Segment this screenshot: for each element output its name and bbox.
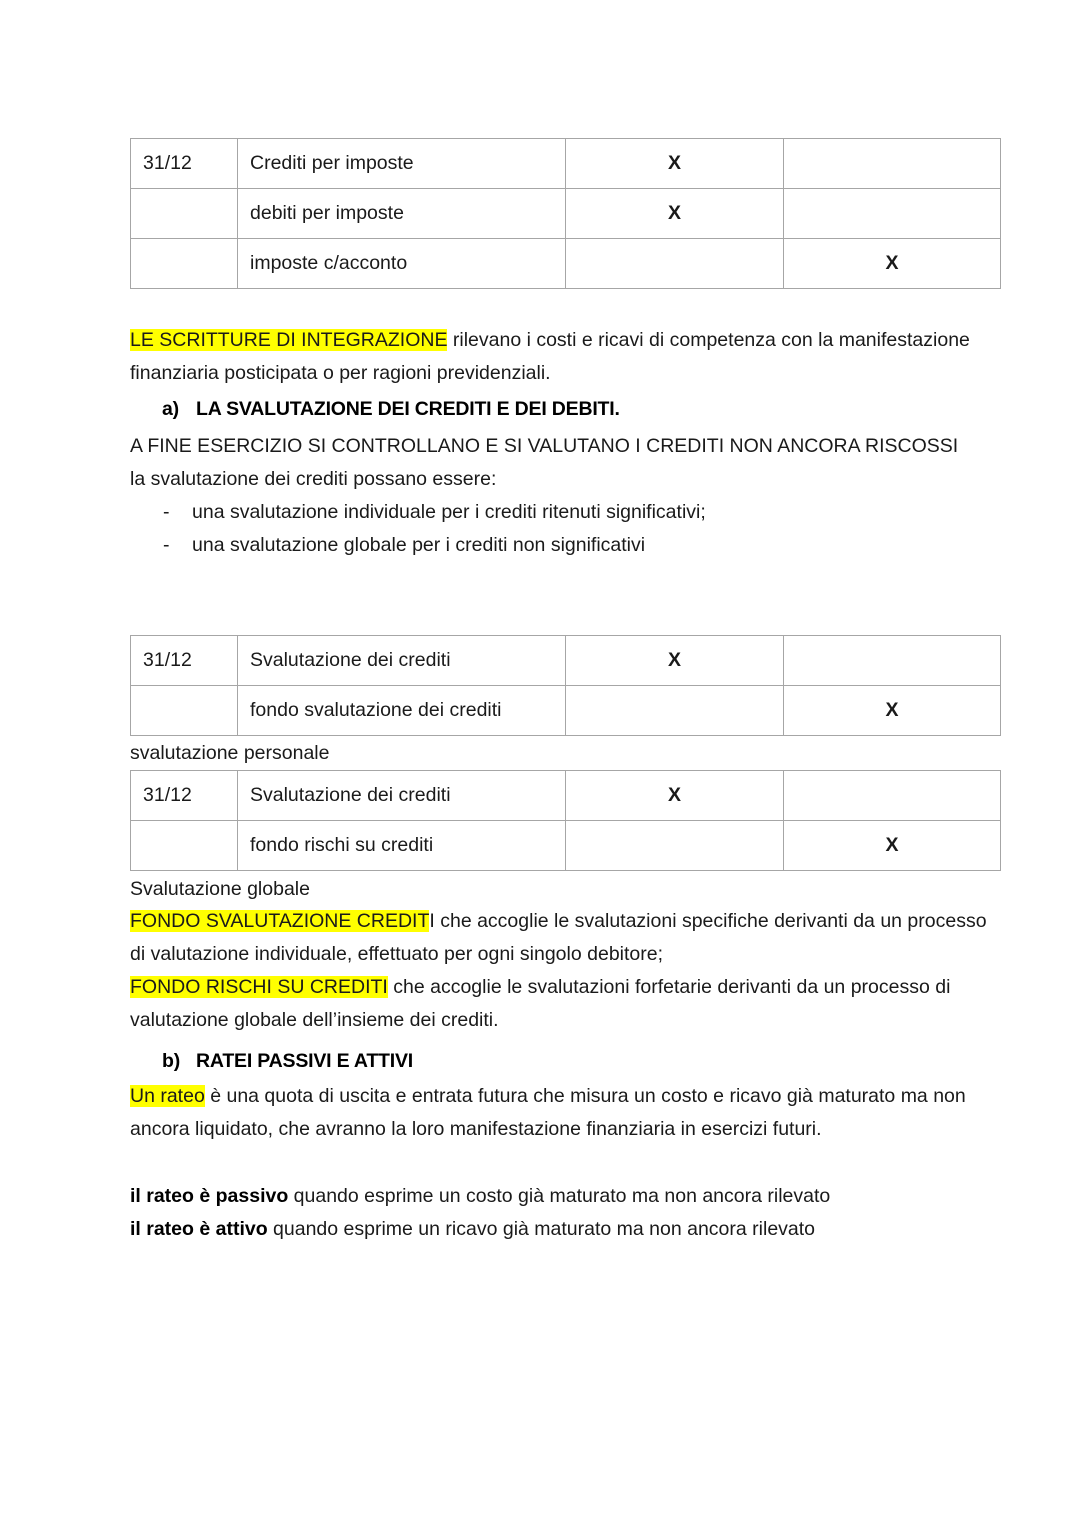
paragraph-integrazione-rest: rilevano i costi e ricavi di competenza con la manifestazione finanziaria posticipata o per ragioni previdenziali. [130, 329, 970, 384]
rateo-attivo-label: il rateo è attivo [130, 1218, 268, 1240]
cell-description: fondo svalutazione dei crediti [238, 686, 566, 736]
table-row [131, 239, 1001, 289]
cell-description: Crediti per imposte [238, 139, 566, 189]
paragraph-fondo-svalutazione-rest: che accoglie le svalutazioni specifiche derivanti da un processo di valutazione individuale, effettuato per ogni singolo debitore; [130, 910, 987, 965]
cell-description: debiti per imposte [238, 189, 566, 239]
paragraph-group-fondi [130, 905, 1000, 1037]
caption-svalutazione-personale: svalutazione personale [130, 742, 330, 764]
table-row [131, 821, 1001, 871]
cell-description: fondo rischi su crediti [238, 821, 566, 871]
paragraph-fondo-rischi-rest: che accoglie le svalutazioni forfetarie derivanti da un processo di valutazione globale dell’insieme dei crediti. [130, 976, 951, 1031]
rateo-attivo-rest: quando esprime un ricavo già maturato ma non ancora rilevato [267, 1218, 816, 1240]
table-row [131, 139, 1001, 189]
paragraph-rateo-definizione [130, 1080, 1000, 1146]
highlight-un-rateo: Un rateo [130, 1085, 205, 1107]
journal-table-imposte [130, 138, 1001, 289]
cell-date [131, 686, 238, 736]
heading-a-marker: a) [162, 398, 179, 420]
cell-description: Svalutazione dei crediti [238, 636, 566, 686]
cell-avere [784, 139, 1001, 189]
cell-date: 31/12 [131, 771, 238, 821]
paragraph-possono-essere: la svalutazione dei crediti possano essere: [130, 468, 497, 490]
cell-avere: X [784, 686, 1001, 736]
cell-dare: X [566, 771, 784, 821]
cell-date [131, 821, 238, 871]
heading-a-svalutazione-crediti-debiti [130, 394, 1000, 424]
cell-date [131, 189, 238, 239]
cell-dare: X [566, 636, 784, 686]
heading-b-ratei-passivi-attivi [130, 1046, 1000, 1076]
cell-dare [566, 686, 784, 736]
cell-dare [566, 821, 784, 871]
table-row [131, 686, 1001, 736]
cell-date: 31/12 [131, 139, 238, 189]
cell-description: imposte c/acconto [238, 239, 566, 289]
list-item: - una svalutazione individuale per i crediti ritenuti significativi; [130, 496, 1000, 529]
paragraph-rateo-passivo [130, 1180, 1000, 1213]
table-row [131, 636, 1001, 686]
journal-table-svalutazione-globale [130, 770, 1001, 871]
heading-a-text: LA SVALUTAZIONE DEI CREDITI E DEI DEBITI. [196, 398, 620, 420]
highlight-le-scritture-di-integrazione: LE SCRITTURE DI INTEGRAZIONE [130, 329, 448, 351]
cell-date [131, 239, 238, 289]
paragraph-rateo-def-rest: è una quota di uscita e entrata futura che misura un costo e ricavo già maturato ma non ancora liquidato, che avranno la loro manifestazione finanziaria in esercizi futuri. [130, 1085, 966, 1140]
cell-description: Svalutazione dei crediti [238, 771, 566, 821]
bullet-list-svalutazione [130, 496, 1000, 562]
cell-avere [784, 636, 1001, 686]
highlight-fondo-svalutazione-crediti: FONDO SVALUTAZIONE CREDIT [130, 910, 430, 932]
cell-dare [566, 239, 784, 289]
journal-table-svalutazione-individuale [130, 635, 1001, 736]
table-row [131, 189, 1001, 239]
paragraph-rateo-attivo [130, 1213, 1000, 1246]
paragraph-fondo-rischi-su-crediti [130, 971, 1000, 1037]
paragraph-fondo-svalutazione-crediti [130, 905, 1000, 971]
heading-b-text: RATEI PASSIVI E ATTIVI [196, 1050, 413, 1072]
list-item: - una svalutazione globale per i crediti non significativi [130, 529, 1000, 562]
rateo-passivo-rest: quando esprime un costo già maturato ma non ancora rilevato [288, 1185, 831, 1207]
paragraph-fine-esercizio: A FINE ESERCIZIO SI CONTROLLANO E SI VALUTANO I CREDITI NON ANCORA RISCOSSI [130, 435, 959, 457]
cell-dare: X [566, 189, 784, 239]
paragraph-group-rateo-tipi [130, 1180, 1000, 1246]
cell-avere: X [784, 239, 1001, 289]
cell-dare: X [566, 139, 784, 189]
paragraph-group-fine-esercizio [130, 430, 1000, 496]
highlight-fondo-rischi-su-crediti: FONDO RISCHI SU CREDITI [130, 976, 388, 998]
cell-avere [784, 771, 1001, 821]
rateo-passivo-label: il rateo è passivo [130, 1185, 289, 1207]
cell-date: 31/12 [131, 636, 238, 686]
cell-avere [784, 189, 1001, 239]
fondo-svalutazione-tail: I [429, 910, 435, 932]
heading-b-marker: b) [162, 1050, 181, 1072]
table-row [131, 771, 1001, 821]
cell-avere: X [784, 821, 1001, 871]
paragraph-scritture-integrazione [130, 324, 1000, 390]
caption-svalutazione-globale: Svalutazione globale [130, 878, 310, 900]
